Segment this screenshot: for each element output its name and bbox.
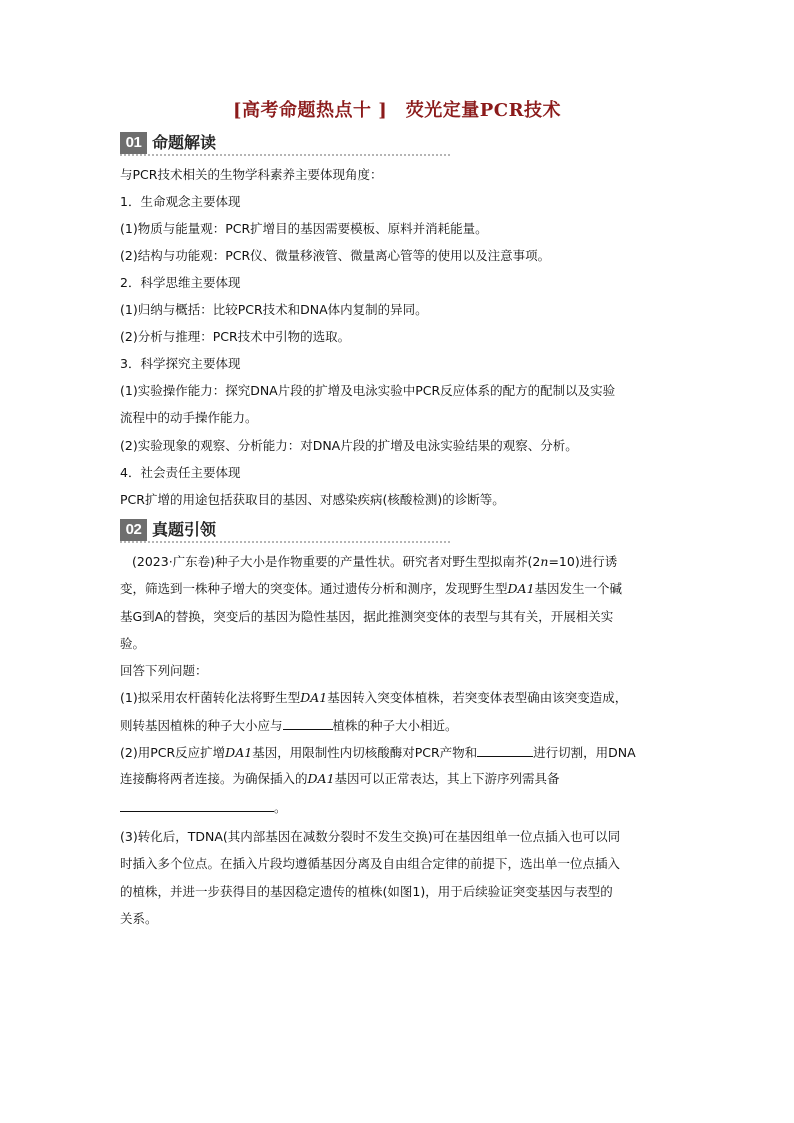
section-number-badge: 01 (120, 132, 147, 154)
text-line: 4．社会责任主要体现 (120, 465, 241, 480)
question-2-line: 。 (120, 799, 676, 816)
section-title: 命题解读 (152, 133, 217, 152)
text-line: 3．科学探究主要体现 (120, 356, 241, 371)
question-3-line: 关系。 (120, 911, 158, 926)
question-intro-line: 基G到A的替换，突变后的基因为隐性基因，据此推测突变体的表型与其有关，开展相关实 (120, 609, 614, 624)
text-line: 流程中的动手操作能力。 (120, 410, 258, 425)
text-line: (1)归纳与概括：比较PCR技术和DNA体内复制的异同。 (120, 302, 428, 317)
text-line: PCR扩增的用途包括获取目的基因、对感染疾病(核酸检测)的诊断等。 (120, 492, 505, 507)
answer-prompt: 回答下列问题： (120, 663, 208, 678)
answer-blank[interactable] (120, 799, 274, 812)
question-3-line: (3)转化后，TDNA(其内部基因在减数分裂时不发生交换)可在基因组单一位点插入也可以同 (120, 829, 621, 844)
text-line: 与PCR技术相关的生物学科素养主要体现角度： (120, 167, 383, 182)
question-1-line: (1)拟采用农杆菌转化法将野生型DA1基因转入突变体植株，若突变体表型确由该突变造成， (120, 690, 628, 705)
question-1-line: 则转基因植株的种子大小应与 植株的种子大小相近。 (120, 718, 458, 733)
question-2-line: (2)用PCR反应扩增DA1基因，用限制性内切核酸酶对PCR产物和 进行切割，用DNA (120, 745, 636, 760)
question-intro-line: 变，筛选到一株种子增大的突变体。通过遗传分析和测序，发现野生型DA1基因发生一个碱 (120, 581, 623, 596)
section-number-badge: 02 (120, 519, 147, 541)
question-3-line: 时插入多个位点。在插入片段均遵循基因分离及自由组合定律的前提下，选出单一位点插入 (120, 856, 621, 871)
section-header-interpretation (120, 132, 450, 156)
page-title: [高考命题热点十 ] 荧光定量PCR技术 (232, 100, 562, 121)
text-line: (2)分析与推理：PCR技术中引物的选取。 (120, 329, 351, 344)
text-line: 2．科学思维主要体现 (120, 275, 241, 290)
text-line: (2)实验现象的观察、分析能力：对DNA片段的扩增及电泳实验结果的观察、分析。 (120, 438, 578, 453)
section-header-real-questions (120, 519, 450, 543)
text-line: 1．生命观念主要体现 (120, 194, 241, 209)
answer-blank[interactable] (283, 717, 333, 730)
text-line: (1)实验操作能力：探究DNA片段的扩增及电泳实验中PCR反应体系的配方的配制以及实验 (120, 383, 616, 398)
text-line: (1)物质与能量观：PCR扩增目的基因需要模板、原料并消耗能量。 (120, 221, 488, 236)
text-line: (2)结构与功能观：PCR仪、微量移液管、微量离心管等的使用以及注意事项。 (120, 248, 551, 263)
answer-blank[interactable] (477, 744, 533, 757)
question-intro-line: (2023·广东卷)种子大小是作物重要的产量性状。研究者对野生型拟南芥(2n=10)进行诱 (132, 554, 618, 569)
section-title: 真题引领 (152, 520, 217, 539)
question-intro-line: 验。 (120, 636, 146, 651)
question-2-line: 连接酶将两者连接。为确保插入的DA1基因可以正常表达，其上下游序列需具备 (120, 771, 560, 786)
question-3-line: 的植株，并进一步获得目的基因稳定遗传的植株(如图1)，用于后续验证突变基因与表型的 (120, 884, 613, 899)
